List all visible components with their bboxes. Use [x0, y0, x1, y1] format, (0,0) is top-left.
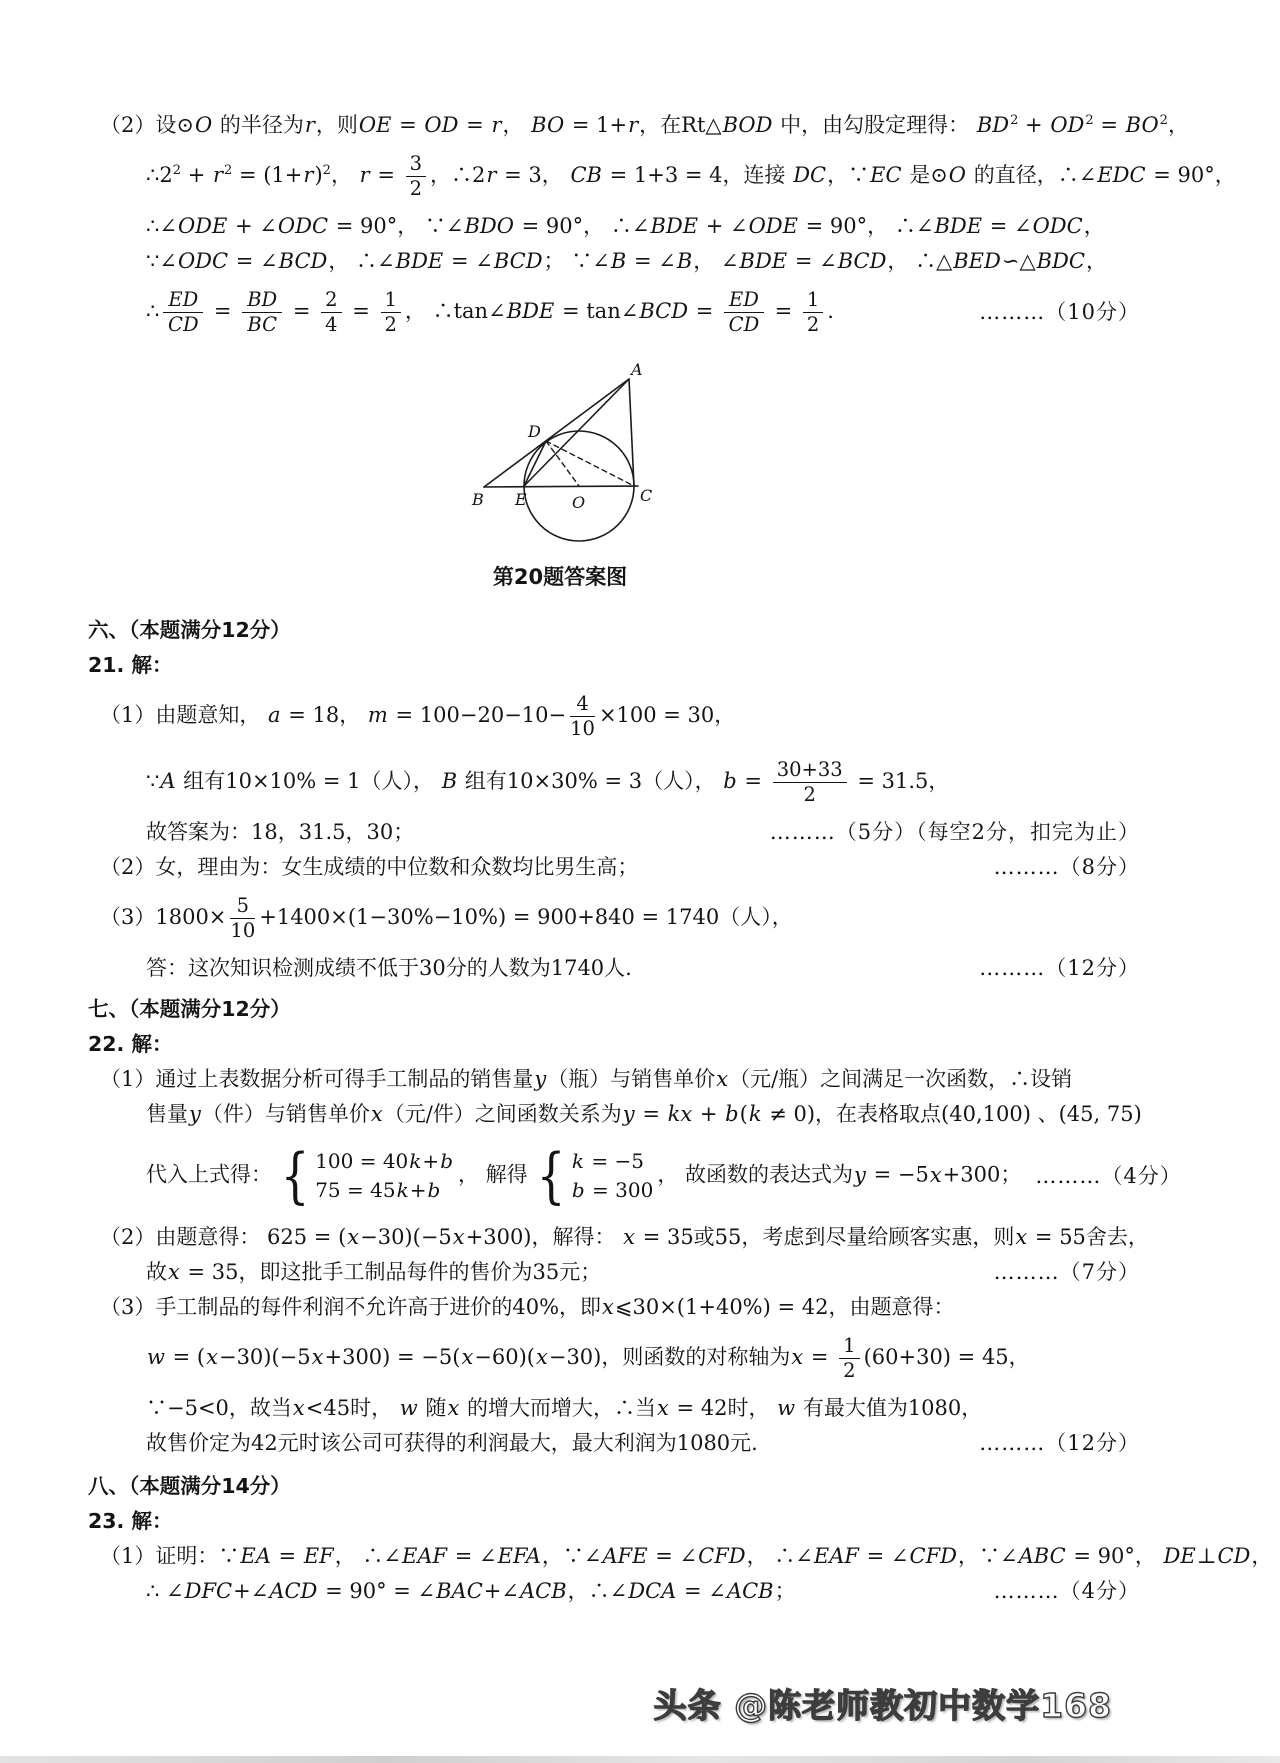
line-text: （1）由题意知， a = 18， m = 100−20−10− $\frac{4}{10}$ ×100 = 30，	[100, 691, 736, 740]
line-text: （2）由题意得： 625 = (x−30)(−5x+300)，解得： x = 35或55，考虑到尽量给顾客实惠，则x = 55舍去，	[100, 1225, 1149, 1250]
solution-line	[100, 143, 1236, 209]
vertex-label-a: A	[631, 360, 643, 379]
line-text: 八、（本题满分14分）	[88, 1473, 291, 1498]
line-text: 故答案为：18，31.5，30；	[146, 820, 415, 845]
line-text: 售量y（件）与销售单价x（元/件）之间函数关系为y = kx + b(k ≠ 0)，在表格取点(40,100) 、(45, 75)	[146, 1102, 1142, 1127]
line-text: （1）证明：∵EA = EF， ∴∠EAF = ∠EFA，∵∠AFE = ∠CFD， ∴∠EAF = ∠CFD，∵∠ABC = 90°， DE⊥CD，	[100, 1544, 1273, 1569]
line-text: （3）1800× $\frac{5}{10}$ +1400×(1−30%−10%) = 900+840 = 1740（人），	[100, 893, 793, 942]
vertex-label-e: E	[515, 490, 527, 509]
line-text: （2）设⊙O 的半径为r，则OE = OD = r， BO = 1+r，在Rt△BOD 中，由勾股定理得： $BD^2 + OD^2 = BO^2$，	[100, 113, 1189, 138]
section-header	[88, 648, 1140, 683]
solution-line	[100, 885, 1140, 951]
solution-line	[100, 279, 1140, 345]
section-problem-20	[100, 108, 1236, 345]
line-text: w = (x−30)(−5x+300) = −5(x−60)(x−30)，则函数的对称轴为x = $\frac{1}{2}$ (60+30) = 45，	[147, 1333, 1030, 1382]
line-text: 答：这次知识检测成绩不低于30分的人数为1740人.	[146, 956, 632, 981]
line-text: 23. 解：	[88, 1508, 173, 1533]
solution-line	[100, 749, 1140, 815]
section-header	[88, 613, 1140, 648]
solution-line	[100, 850, 1140, 885]
line-text: 六、（本题满分12分）	[88, 617, 291, 642]
line-text: ∴ $\frac{ED}{CD}$ = $\frac{BD}{BC}$ = $\frac{2}{4}$ = $\frac{1}{2}$ ， ∴tan∠BDE = tan∠BCD = $\frac{ED}{CD}$ = $\frac{1}{2}$ .	[146, 287, 834, 336]
answer-figure	[445, 359, 675, 591]
score-note: ………（12分）	[979, 956, 1140, 981]
solution-line	[100, 951, 1140, 986]
watermark-text: 头条 @陈老师教初中数学168	[653, 1686, 1112, 1725]
solution-line	[100, 1574, 1140, 1609]
solution-line	[100, 1290, 1140, 1325]
solution-line	[100, 1132, 1182, 1220]
solution-line	[100, 815, 1140, 850]
section-header	[88, 1027, 1140, 1062]
segment-dc-dashed	[546, 441, 634, 486]
vertex-label-d: D	[528, 422, 541, 441]
line-text: ∵∠ODC = ∠BCD， ∴∠BDE = ∠BCD； ∵∠B = ∠B， ∠BDE = ∠BCD， ∴△BED∽△BDC，	[146, 249, 1107, 274]
line-text: 故x = 35，即这批手工制品每件的售价为35元；	[146, 1260, 602, 1285]
line-text: 代入上式得： { 100 = 40k+b 75 = 45k+b ， 解得 { k = −5 b = 300 ， 故函数的表达式为y = −5x+300；	[146, 1140, 1022, 1211]
figure-caption: 第20题答案图	[492, 565, 628, 589]
line-text: （2）女，理由为：女生成绩的中位数和众数均比男生高；	[100, 855, 639, 880]
line-text: ∴∠ODE + ∠ODC = 90°， ∵∠BDO = 90°， ∴∠BDE + ∠ODE = 90°， ∴∠BDE = ∠ODC，	[146, 214, 1105, 239]
line-text: （1）通过上表数据分析可得手工制品的销售量y（瓶）与销售单价x（元/瓶）之间满足一次函数，∴设销	[100, 1067, 1073, 1092]
solution-line	[100, 1255, 1140, 1290]
score-note: ………（4分）	[1035, 1163, 1182, 1188]
score-note: ………（4分）	[993, 1579, 1140, 1604]
solution-line	[100, 1539, 1273, 1574]
segment-ba	[484, 379, 629, 487]
section-header	[88, 992, 1140, 1027]
section-problem-21	[88, 613, 1140, 986]
line-text: 故售价定为42元时该公司可获得的利润最大，最大利润为1080元.	[146, 1431, 758, 1456]
line-text: 22. 解：	[88, 1031, 173, 1056]
solution-line	[100, 1062, 1140, 1097]
solution-line	[100, 1426, 1140, 1461]
line-text: ∵A 组有10×10% = 1（人）， B 组有10×30% = 3（人）， b = $\frac{30+33}{2}$ = 31.5，	[146, 757, 950, 806]
solution-line	[100, 1220, 1149, 1255]
solution-line	[100, 244, 1140, 279]
solution-line	[100, 209, 1140, 244]
segment-bc	[484, 486, 638, 487]
segment-de	[524, 441, 546, 486]
line-text: 21. 解：	[88, 652, 173, 677]
line-text: （3）手工制品的每件利润不允许高于进价的40%，即x⩽30×(1+40%) = 42，由题意得：	[100, 1295, 955, 1320]
section-problem-23	[88, 1469, 1273, 1609]
solution-line	[100, 1097, 1140, 1132]
line-text: $\therefore 2^2 + r^2 = (1+r)^2$， r = $\frac{3}{2}$ ，∴2r = 3， CB = 1+3 = 4，连接 DC，∵EC 是⊙O 的直径，∴∠EDC = 90°，	[146, 151, 1236, 200]
line-text: 七、（本题满分12分）	[88, 996, 291, 1021]
score-note: ………（12分）	[979, 1431, 1140, 1456]
solution-line	[100, 108, 1189, 143]
solution-line	[100, 1391, 1140, 1426]
scan-edge-strip	[0, 1756, 1280, 1763]
solution-line	[100, 683, 1140, 749]
geometry-figure-svg	[454, 359, 666, 547]
section-header	[88, 1469, 1140, 1504]
score-note: ………（5分）（每空2分，扣完为止）	[769, 820, 1140, 845]
line-text: ∴ ∠DFC+∠ACD = 90° = ∠BAC+∠ACB，∴∠DCA = ∠ACB；	[146, 1579, 796, 1604]
section-problem-22	[88, 992, 1182, 1461]
section-header	[88, 1504, 1140, 1539]
score-note: ………（8分）	[993, 855, 1140, 880]
vertex-label-c: C	[640, 486, 653, 505]
center-label-o: O	[572, 493, 586, 512]
solution-line	[100, 1325, 1140, 1391]
vertex-label-b: B	[472, 490, 484, 509]
score-note: ………（10分）	[979, 299, 1140, 324]
line-text: ∵−5<0，故当x<45时， w 随x 的增大而增大，∴当x = 42时， w 有最大值为1080，	[146, 1396, 983, 1421]
score-note: ………（7分）	[993, 1260, 1140, 1285]
